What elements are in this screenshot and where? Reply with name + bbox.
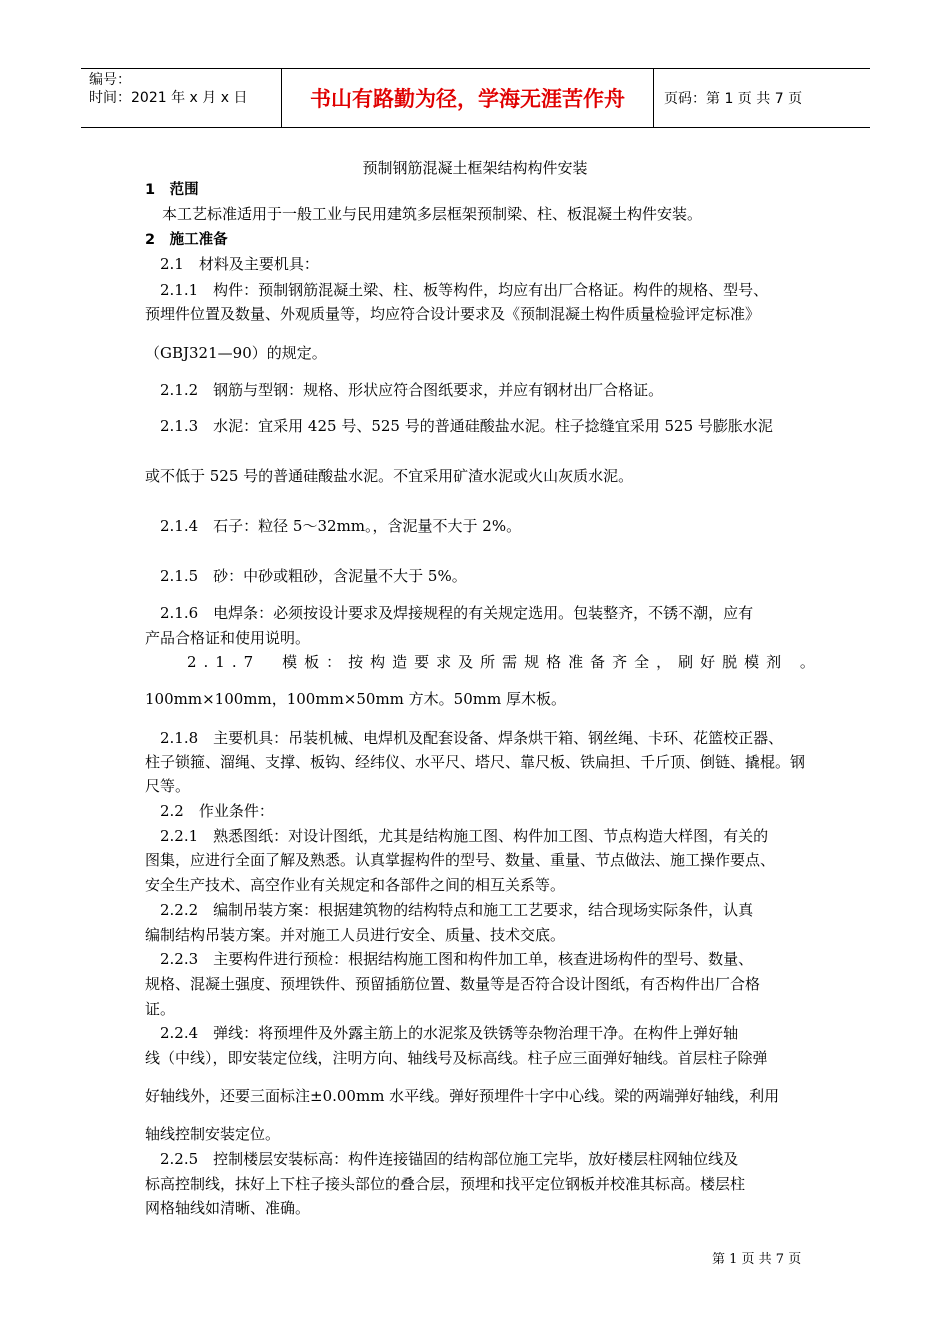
paragraph-line: 图集，应进行全面了解及熟悉。认真掌握构件的型号、数量、重量、节点做法、施工操作要点、	[145, 851, 776, 869]
paragraph-line: 2.1.1 构件：预制钢筋混凝土梁、柱、板等构件，均应有出厂合格证。构件的规格、型号、	[160, 281, 769, 299]
paragraph-line: 安全生产技术、高空作业有关规定和各部件之间的相互关系等。	[145, 876, 566, 894]
document-title: 预制钢筋混凝土框架结构构件安装	[362, 159, 588, 177]
number-label: 编号：	[89, 72, 131, 88]
paragraph-line: 2.2 作业条件：	[160, 802, 274, 820]
paragraph-line: 尺等。	[145, 777, 191, 795]
paragraph-line: 2.2.3 主要构件进行预检：根据结构施工图和构件加工单，核查进场构件的型号、数量、	[160, 950, 754, 968]
paragraph-line: 2.1.6 电焊条：必须按设计要求及焊接规程的有关规定选用。包装整齐，不锈不潮，应有	[160, 604, 754, 622]
paragraph-line: 2.1.2 钢筋与型钢：规格、形状应符合图纸要求，并应有钢材出厂合格证。	[160, 381, 664, 399]
header-meta	[81, 69, 281, 127]
paragraph-line: 2.1.7 模板：按构造要求及所需规格准备齐全，刷好脱模剂 。	[187, 653, 822, 671]
paragraph-line: （GBJ321—90）的规定。	[145, 344, 327, 362]
page-footer: 第 1 页 共 7 页	[712, 1252, 802, 1267]
paragraph-line: 网格轴线如清晰、准确。	[145, 1199, 311, 1217]
paragraph-line: 2.1.3 水泥：宜采用 425 号、525 号的普通硅酸盐水泥。柱子捻缝宜采用 525 号膨胀水泥	[160, 417, 773, 435]
paragraph-line: 预埋件位置及数量、外观质量等，均应符合设计要求及《预制混凝土构件质量检验评定标准》	[145, 305, 761, 323]
paragraph-line: 证。	[145, 1000, 176, 1018]
paragraph-line: 2.2.2 编制吊装方案：根据建筑物的结构特点和施工工艺要求，结合现场实际条件，认真	[160, 901, 754, 919]
paragraph-line: 或不低于 525 号的普通硅酸盐水泥。不宜采用矿渣水泥或火山灰质水泥。	[145, 467, 634, 485]
paragraph-line: 编制结构吊装方案。并对施工人员进行安全、质量、技术交底。	[145, 926, 566, 944]
page-header	[81, 68, 870, 128]
paragraph-line: 2.1.4 石子：粒径 5～32mm。，含泥量不大于 2%。	[160, 517, 522, 535]
paragraph-line: 2.2.1 熟悉图纸：对设计图纸，尤其是结构施工图、构件加工图、节点构造大样图，有关的	[160, 827, 769, 845]
paragraph-line: 本工艺标准适用于一般工业与民用建筑多层框架预制梁、柱、板混凝土构件安装。	[162, 205, 703, 223]
section-heading: 1 范围	[145, 182, 199, 198]
paragraph-line: 轴线控制安装定位。	[145, 1125, 281, 1143]
paragraph-line: 线（中线），即安装定位线，注明方向、轴线号及标高线。柱子应三面弹好轴线。首层柱子除弹	[145, 1049, 768, 1067]
paragraph-line: 好轴线外，还要三面标注±0.00mm 水平线。弹好预埋件十字中心线。梁的两端弹好轴线，利用	[145, 1087, 780, 1105]
paragraph-line: 100mm×100mm，100mm×50mm 方木。50mm 厚木板。	[145, 690, 566, 708]
paragraph-line: 2.2.4 弹线：将预埋件及外露主筋上的水泥浆及铁锈等杂物治理干净。在构件上弹好轴	[160, 1024, 739, 1042]
paragraph-line: 2.1.8 主要机具：吊装机械、电焊机及配套设备、焊条烘干箱、钢丝绳、卡环、花篮校正器、	[160, 729, 784, 747]
motto: 书山有路勤为径，学海无涯苦作舟	[281, 69, 654, 127]
paragraph-line: 标高控制线，抹好上下柱子接头部位的叠合层，预埋和找平定位钢板并校准其标高。楼层柱	[145, 1175, 746, 1193]
paragraph-line: 柱子锁箍、溜绳、支撑、板钩、经纬仪、水平尺、塔尺、靠尺板、铁扁担、千斤顶、倒链、撬棍。钢	[145, 753, 806, 771]
paragraph-line: 规格、混凝土强度、预埋铁件、预留插筋位置、数量等是否符合设计图纸，有否构件出厂合格	[145, 975, 761, 993]
paragraph-line: 2.2.5 控制楼层安装标高：构件连接锚固的结构部位施工完毕，放好楼层柱网轴位线及	[160, 1150, 739, 1168]
header-page-info: 页码：第 1 页 共 7 页	[664, 91, 803, 107]
paragraph-line: 产品合格证和使用说明。	[145, 629, 311, 647]
paragraph-line: 2.1 材料及主要机具：	[160, 255, 319, 273]
section-heading: 2 施工准备	[145, 232, 228, 248]
time-label: 时间：2021 年 x 月 x 日	[89, 90, 248, 106]
paragraph-line: 2.1.5 砂：中砂或粗砂，含泥量不大于 5%。	[160, 567, 467, 585]
